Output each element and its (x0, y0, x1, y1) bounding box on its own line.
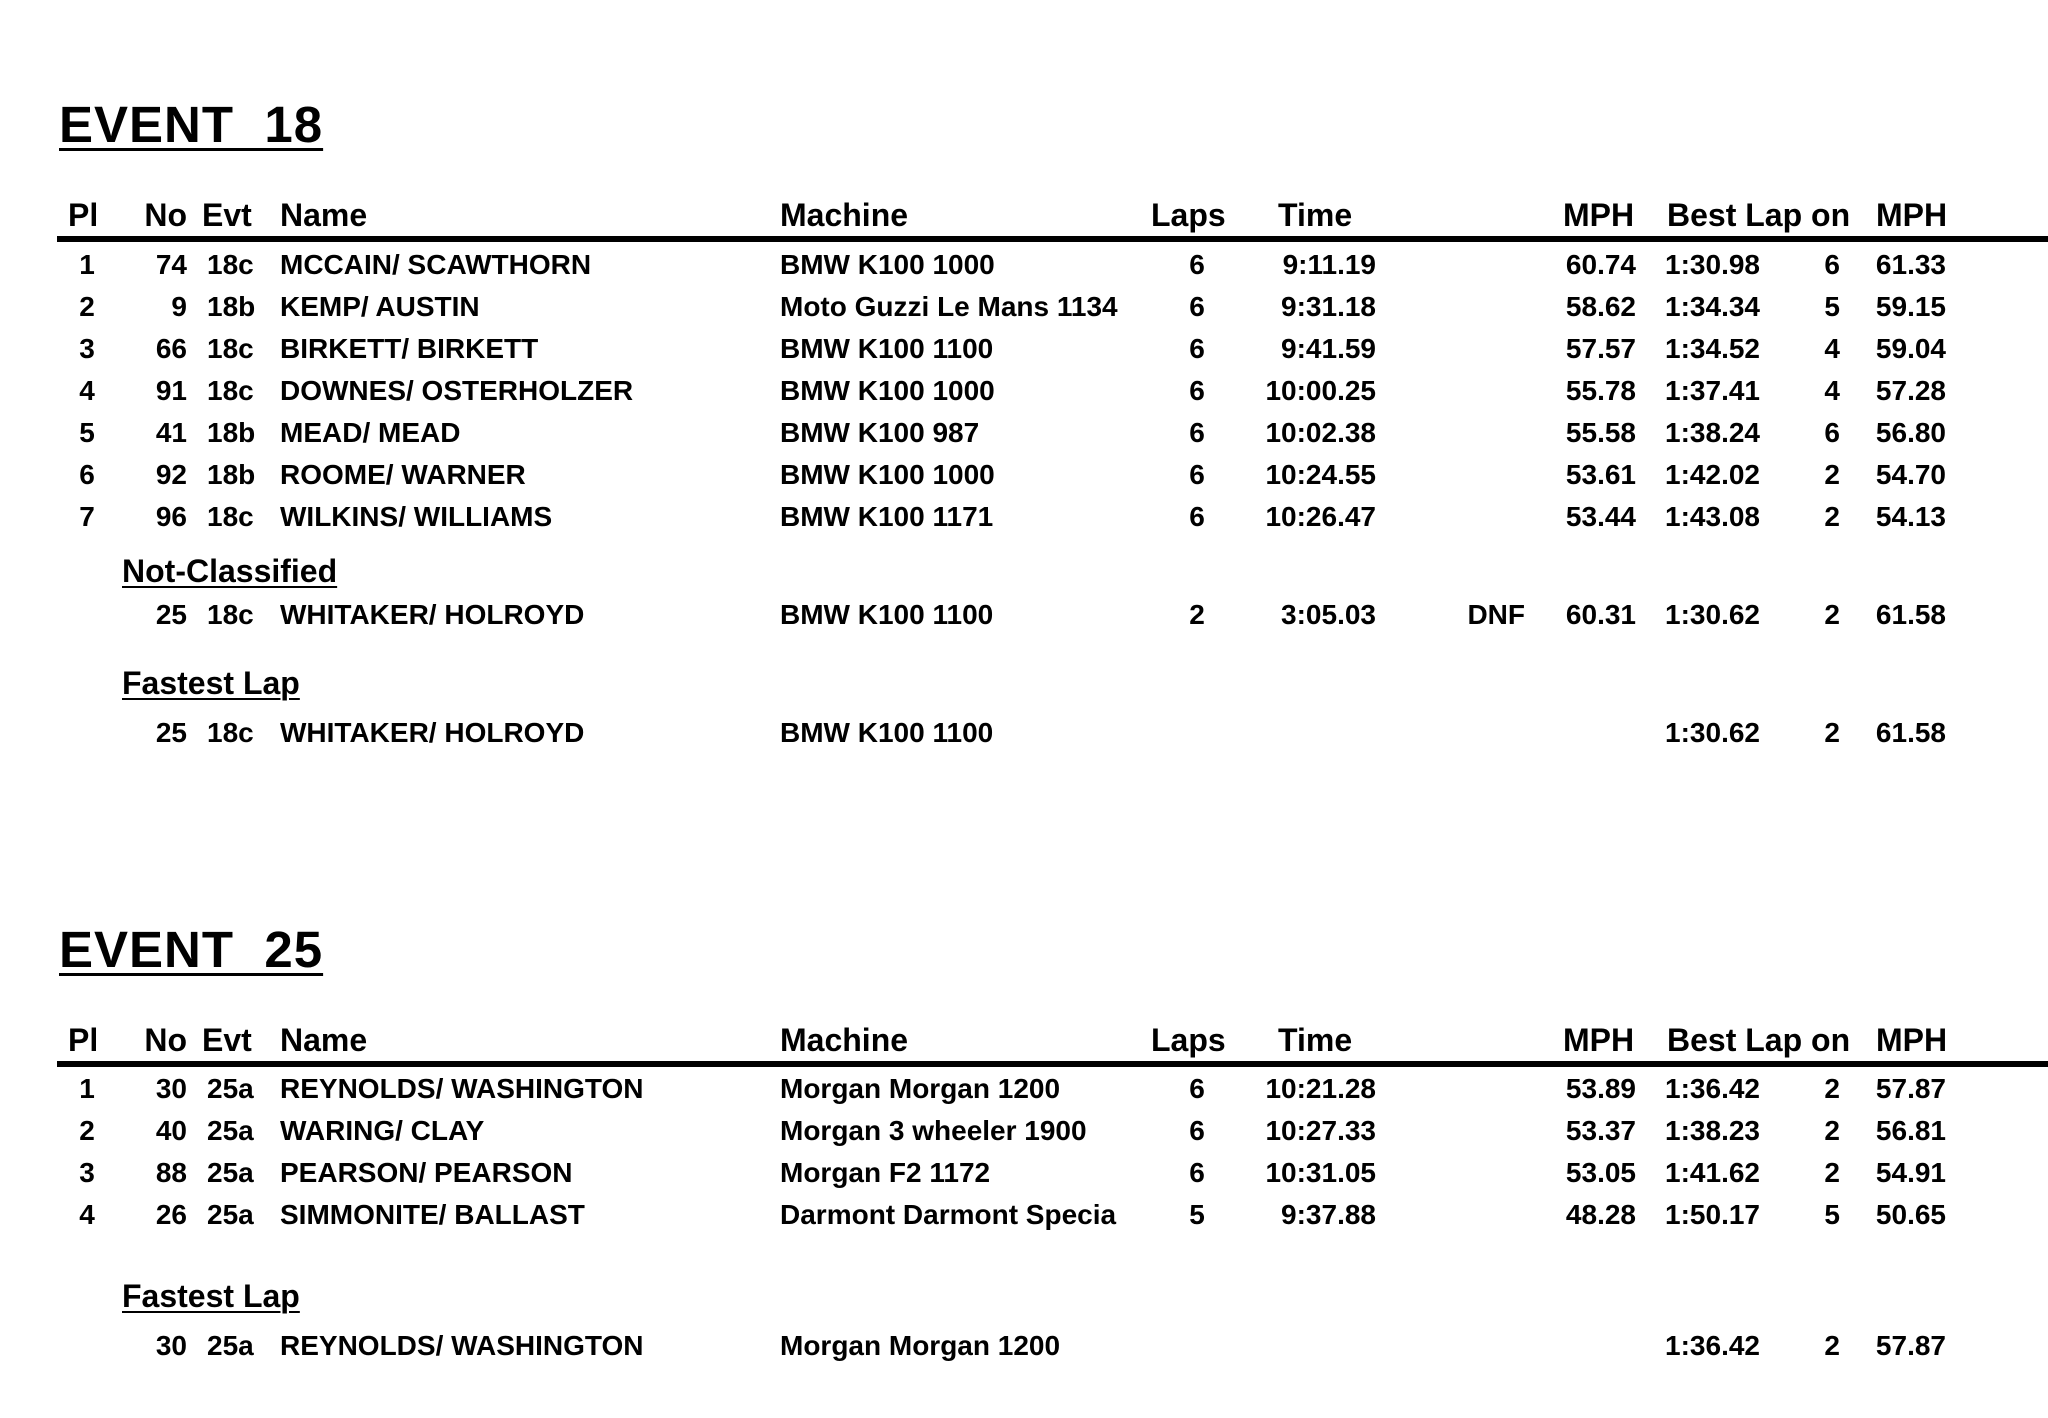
cell-best-mph: 54.70 (1875, 459, 1946, 490)
cell-best-mph: 59.15 (1875, 291, 1946, 322)
cell-pl: 2 (79, 291, 95, 322)
cell-best-lap: 1:30.62 (1665, 717, 1760, 748)
cell-time: 10:00.25 (1265, 375, 1376, 406)
cell-machine: Morgan 3 wheeler 1900 (780, 1115, 1087, 1146)
cell-name: REYNOLDS/ WASHINGTON (280, 1330, 644, 1361)
fastest-lap-row (0, 1330, 2048, 1370)
cell-evt: 18b (207, 459, 256, 490)
cell-laps: 6 (1189, 417, 1205, 448)
cell-best-lap: 1:36.42 (1665, 1330, 1760, 1361)
cell-evt: 18c (207, 375, 254, 406)
header-name: Name (280, 1022, 368, 1058)
cell-no: 66 (155, 333, 187, 364)
cell-machine: BMW K100 1171 (780, 501, 994, 532)
cell-name: WILKINS/ WILLIAMS (280, 501, 553, 532)
cell-pl: 5 (79, 417, 95, 448)
table-row (0, 1199, 2048, 1239)
cell-lap-on: 2 (1824, 599, 1840, 630)
cell-no: 25 (155, 717, 187, 748)
cell-no: 30 (155, 1330, 187, 1361)
cell-no: 41 (155, 417, 187, 448)
cell-time: 9:11.19 (1282, 249, 1376, 280)
cell-time: 10:26.47 (1265, 501, 1376, 532)
cell-machine: BMW K100 1100 (780, 333, 994, 364)
cell-time: 10:27.33 (1265, 1115, 1376, 1146)
cell-laps: 6 (1189, 1073, 1205, 1104)
cell-best-mph: 57.28 (1875, 375, 1946, 406)
cell-pl: 3 (79, 1157, 95, 1188)
header-laps: Laps (1151, 1022, 1226, 1058)
table-row (0, 291, 2048, 331)
cell-laps: 6 (1189, 1157, 1205, 1188)
event-18-fastest-lap-label: Fastest Lap (122, 665, 300, 701)
cell-evt: 18c (207, 501, 254, 532)
cell-pl: 1 (79, 1073, 95, 1104)
header-pl: Pl (68, 197, 99, 233)
event-18-title: EVENT 18 (59, 96, 324, 153)
cell-name: MEAD/ MEAD (280, 417, 461, 448)
cell-lap-on: 5 (1824, 291, 1840, 322)
cell-best-lap: 1:50.17 (1665, 1199, 1760, 1230)
cell-no: 92 (155, 459, 187, 490)
cell-evt: 25a (207, 1157, 254, 1188)
cell-evt: 25a (207, 1199, 254, 1230)
cell-time: 10:31.05 (1265, 1157, 1376, 1188)
event-25-title: EVENT 25 (59, 921, 324, 978)
cell-evt: 18c (207, 333, 254, 364)
cell-lap-on: 2 (1824, 1330, 1840, 1361)
cell-no: 40 (155, 1115, 187, 1146)
cell-mph: 60.31 (1565, 599, 1636, 630)
cell-lap-on: 2 (1824, 459, 1840, 490)
cell-best-mph: 56.80 (1875, 417, 1946, 448)
cell-laps: 6 (1189, 375, 1205, 406)
cell-pl: 4 (79, 375, 95, 406)
cell-best-lap: 1:38.24 (1665, 417, 1760, 448)
cell-best-mph: 56.81 (1875, 1115, 1946, 1146)
header-machine: Machine (780, 1022, 909, 1058)
event-18-not-classified-label: Not-Classified (122, 553, 338, 589)
cell-best-lap: 1:34.52 (1665, 333, 1760, 364)
event-25-fastest-lap-label: Fastest Lap (122, 1278, 300, 1314)
cell-machine: Darmont Darmont Specia (780, 1199, 1117, 1230)
cell-no: 30 (155, 1073, 187, 1104)
table-row (0, 375, 2048, 415)
event-18-header-rule (57, 236, 2048, 242)
cell-best-lap: 1:30.98 (1665, 249, 1760, 280)
cell-mph: 53.37 (1565, 1115, 1636, 1146)
cell-laps: 6 (1189, 333, 1205, 364)
cell-no: 74 (155, 249, 187, 280)
cell-name: BIRKETT/ BIRKETT (280, 333, 539, 364)
table-row (0, 249, 2048, 289)
event-18-header-row (0, 197, 2048, 237)
cell-machine: BMW K100 1100 (780, 717, 994, 748)
cell-best-mph: 57.87 (1875, 1330, 1946, 1361)
header-mph: MPH (1563, 197, 1635, 233)
cell-laps: 6 (1189, 291, 1205, 322)
cell-lap-on: 4 (1824, 333, 1840, 364)
cell-mph: 55.78 (1565, 375, 1636, 406)
table-row (0, 459, 2048, 499)
table-row (0, 417, 2048, 457)
cell-time: 10:24.55 (1265, 459, 1376, 490)
cell-time: 3:05.03 (1281, 599, 1376, 630)
cell-best-mph: 61.58 (1875, 599, 1946, 630)
header-evt: Evt (202, 197, 252, 233)
cell-laps: 6 (1189, 249, 1205, 280)
header-mph: MPH (1563, 1022, 1635, 1058)
cell-machine: BMW K100 987 (780, 417, 980, 448)
table-row (0, 1073, 2048, 1113)
cell-best-mph: 59.04 (1875, 333, 1946, 364)
cell-time: 9:37.88 (1281, 1199, 1376, 1230)
cell-pl: 4 (79, 1199, 95, 1230)
header-machine: Machine (780, 197, 909, 233)
cell-evt: 18c (207, 249, 254, 280)
header-name: Name (280, 197, 368, 233)
cell-pl: 7 (79, 501, 95, 532)
cell-evt: 25a (207, 1115, 254, 1146)
table-row (0, 599, 2048, 639)
cell-time: 10:21.28 (1265, 1073, 1376, 1104)
cell-name: SIMMONITE/ BALLAST (280, 1199, 585, 1230)
cell-best-mph: 61.33 (1875, 249, 1946, 280)
cell-time: 9:31.18 (1281, 291, 1376, 322)
cell-lap-on: 2 (1824, 1157, 1840, 1188)
cell-no: 9 (171, 291, 187, 322)
cell-mph: 53.44 (1565, 501, 1636, 532)
table-row (0, 1157, 2048, 1197)
cell-mph: 48.28 (1565, 1199, 1636, 1230)
cell-best-lap: 1:38.23 (1665, 1115, 1760, 1146)
cell-machine: Morgan Morgan 1200 (780, 1330, 1061, 1361)
event-25-header-row (0, 1022, 2048, 1062)
cell-evt: 18c (207, 599, 254, 630)
cell-time: 9:41.59 (1281, 333, 1376, 364)
cell-time: 10:02.38 (1265, 417, 1376, 448)
cell-name: REYNOLDS/ WASHINGTON (280, 1073, 644, 1104)
cell-evt: 18b (207, 417, 256, 448)
cell-best-mph: 61.58 (1875, 717, 1946, 748)
cell-machine: Morgan Morgan 1200 (780, 1073, 1061, 1104)
header-evt: Evt (202, 1022, 252, 1058)
cell-laps: 6 (1189, 1115, 1205, 1146)
cell-lap-on: 2 (1824, 1115, 1840, 1146)
cell-name: KEMP/ AUSTIN (280, 291, 480, 322)
cell-status: DNF (1467, 599, 1525, 630)
cell-no: 96 (155, 501, 187, 532)
cell-name: WHITAKER/ HOLROYD (280, 717, 585, 748)
header-no: No (144, 197, 187, 233)
cell-laps: 6 (1189, 459, 1205, 490)
header-best-mph: MPH (1876, 197, 1948, 233)
header-pl: Pl (68, 1022, 99, 1058)
cell-machine: BMW K100 1000 (780, 249, 995, 280)
table-row (0, 333, 2048, 373)
cell-laps: 6 (1189, 501, 1205, 532)
cell-laps: 5 (1189, 1199, 1205, 1230)
cell-no: 25 (155, 599, 187, 630)
header-no: No (144, 1022, 187, 1058)
fastest-lap-row (0, 717, 2048, 757)
cell-mph: 58.62 (1565, 291, 1636, 322)
cell-pl: 3 (79, 333, 95, 364)
cell-best-lap: 1:42.02 (1665, 459, 1760, 490)
cell-pl: 1 (79, 249, 95, 280)
cell-name: MCCAIN/ SCAWTHORN (280, 249, 592, 280)
cell-no: 88 (155, 1157, 187, 1188)
cell-name: WHITAKER/ HOLROYD (280, 599, 585, 630)
cell-mph: 53.05 (1565, 1157, 1636, 1188)
cell-lap-on: 2 (1824, 717, 1840, 748)
cell-evt: 18c (207, 717, 254, 748)
cell-evt: 18b (207, 291, 256, 322)
header-best-lap-on: Best Lap on (1667, 197, 1851, 233)
cell-lap-on: 4 (1824, 375, 1840, 406)
cell-mph: 60.74 (1565, 249, 1636, 280)
cell-best-lap: 1:41.62 (1665, 1157, 1760, 1188)
cell-lap-on: 6 (1824, 249, 1840, 280)
cell-best-lap: 1:37.41 (1665, 375, 1760, 406)
cell-lap-on: 5 (1824, 1199, 1840, 1230)
cell-no: 26 (155, 1199, 187, 1230)
header-best-lap-on: Best Lap on (1667, 1022, 1851, 1058)
cell-best-lap: 1:34.34 (1665, 291, 1760, 322)
cell-name: PEARSON/ PEARSON (280, 1157, 573, 1188)
cell-best-mph: 50.65 (1875, 1199, 1946, 1230)
header-best-mph: MPH (1876, 1022, 1948, 1058)
cell-name: WARING/ CLAY (280, 1115, 485, 1146)
cell-machine: Morgan F2 1172 (780, 1157, 991, 1188)
table-row (0, 501, 2048, 541)
table-row (0, 1115, 2048, 1155)
cell-mph: 55.58 (1565, 417, 1636, 448)
cell-machine: BMW K100 1100 (780, 599, 994, 630)
cell-lap-on: 6 (1824, 417, 1840, 448)
cell-best-mph: 57.87 (1875, 1073, 1946, 1104)
cell-best-mph: 54.13 (1875, 501, 1946, 532)
cell-best-lap: 1:43.08 (1665, 501, 1760, 532)
cell-machine: BMW K100 1000 (780, 459, 995, 490)
cell-machine: Moto Guzzi Le Mans 1134 (780, 291, 1118, 322)
cell-laps: 2 (1189, 599, 1205, 630)
header-time: Time (1278, 197, 1353, 233)
cell-name: ROOME/ WARNER (280, 459, 526, 490)
cell-best-lap: 1:30.62 (1665, 599, 1760, 630)
cell-mph: 53.89 (1565, 1073, 1636, 1104)
cell-evt: 25a (207, 1330, 254, 1361)
header-time: Time (1278, 1022, 1353, 1058)
cell-pl: 6 (79, 459, 95, 490)
cell-best-lap: 1:36.42 (1665, 1073, 1760, 1104)
cell-machine: BMW K100 1000 (780, 375, 995, 406)
header-laps: Laps (1151, 197, 1226, 233)
cell-pl: 2 (79, 1115, 95, 1146)
cell-evt: 25a (207, 1073, 254, 1104)
cell-name: DOWNES/ OSTERHOLZER (280, 375, 634, 406)
cell-mph: 57.57 (1565, 333, 1636, 364)
cell-no: 91 (155, 375, 187, 406)
cell-best-mph: 54.91 (1875, 1157, 1946, 1188)
cell-mph: 53.61 (1565, 459, 1636, 490)
event-25-header-rule (57, 1061, 2048, 1067)
cell-lap-on: 2 (1824, 1073, 1840, 1104)
cell-lap-on: 2 (1824, 501, 1840, 532)
